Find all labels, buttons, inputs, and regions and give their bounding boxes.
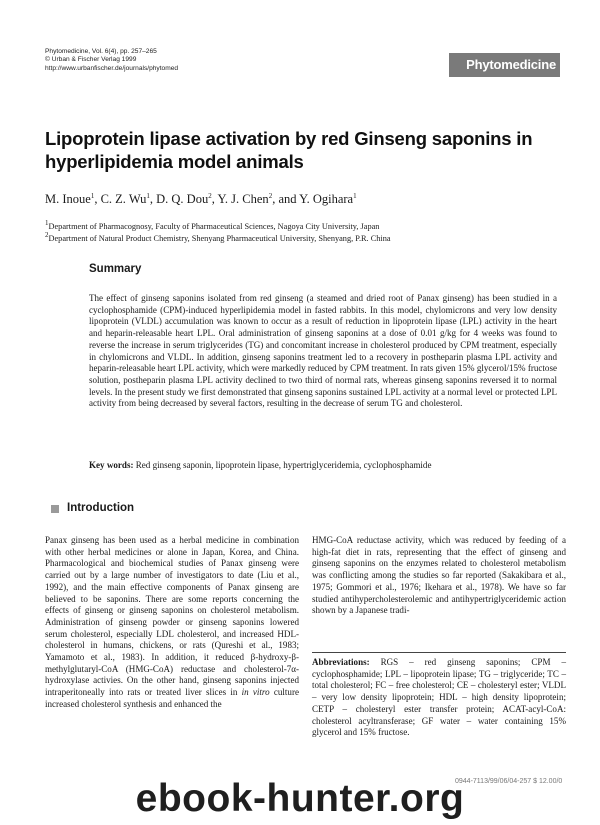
author-name: M. Inoue — [45, 192, 91, 206]
introduction-heading: Introduction — [67, 502, 135, 514]
introduction-paragraph-continued: culture increased cholesterol synthesis and enhanced the — [45, 687, 299, 709]
author-name: Y. J. Chen — [217, 192, 269, 206]
author-name: Y. Ogihara — [299, 192, 354, 206]
author-affiliation-mark: 2 — [268, 191, 273, 200]
journal-volume-line: Phytomedicine, Vol. 6(4), pp. 257–265 — [45, 48, 157, 55]
journal-logo: Phytomedicine — [449, 53, 560, 77]
abbreviations-text: RGS – red ginseng saponins; CPM – cyclophosphamide; LPL – lipoprotein lipase; TG – triglyceride; TC – total cholesterol; FC – free cholesterol; CE – cholesteryl ester; VLDL – very low density lipoprotein; HDL – high density lipoprotein; CETP – cholesteryl ester transfer protein; ACAT-acyl-CoA: cholesterol acyltransferase; GF water – water containing 15% glycerol and 15% fructose. — [312, 657, 566, 738]
author-name: D. Q. Dou — [156, 192, 209, 206]
author-separator: , — [149, 192, 157, 206]
section-marker-icon — [51, 505, 59, 513]
affiliation-text: Department of Natural Product Chemistry, Shenyang Pharmaceutical University, Shenyang, P.R. China — [48, 234, 391, 243]
article-title: Lipoprotein lipase activation by red Ginseng saponins in hyperlipidemia model animals — [45, 128, 533, 172]
journal-citation — [45, 48, 178, 73]
author-separator: , — [94, 192, 101, 206]
summary-heading: Summary — [89, 263, 142, 275]
author-separator: , — [211, 192, 218, 206]
affiliation-mark: 2 — [45, 231, 49, 240]
article-code: 0944-7113/99/06/04-257 $ 12.00/0 — [455, 778, 563, 785]
introduction-left-column — [45, 535, 299, 711]
author-affiliation-mark: 2 — [208, 191, 212, 200]
summary-text: The effect of ginseng saponins isolated from red ginseng (a steamed and dried root of Panax ginseng) has been studied in a cyclophosphamide (CPM)-induced hyperlipidemia model in fasted rabbits. In this model, chylomicrons and very low density lipoprotein (VLDL) accumulation was known to occur as a result of reduction in lipoprotein lipase (LPL) activity in the heart and heparin-releasable heart LPL. Oral administration of ginseng saponins at a dose of 0.01 g/kg for 4 weeks was found to reverse the increase in serum triglycerides (TG) and concomitant increase in cholesterol produced by CPM treatment, especially in chylomicrons and VLDL. In addition, ginseng saponins treatment led to a recovery in postheparin plasma LPL activity and heparin-releasable heart LPL activity, which were markedly reduced by CPM treatment. In rats given 15% glycerol/15% fructose solution, postheparin plasma LPL activity declined to two third of normal rats, whereas ginseng saponins reversed it to normal levels. In the present study we first demonstrated that ginseng saponins sustained LPL activity at a normal level or protected LPL activity from being decreased by several factors, resulting in the decrease of serum TG and cholesterol. — [89, 293, 557, 409]
keywords-label: Key words: — [89, 460, 134, 470]
author-name: C. Z. Wu — [100, 192, 147, 206]
author-affiliation-mark: 1 — [90, 191, 95, 200]
affiliation-mark: 1 — [45, 219, 49, 228]
author-affiliation-mark: 1 — [353, 191, 357, 200]
abbreviations-divider — [312, 652, 566, 653]
affiliation-2 — [45, 231, 391, 244]
author-affiliation-mark: 1 — [146, 191, 150, 200]
author-separator: , and — [272, 192, 300, 206]
keywords-text: Red ginseng saponin, lipoprotein lipase, hypertriglyceridemia, cyclophosphamide — [135, 460, 432, 470]
abbreviations-box — [312, 657, 566, 739]
affiliation-1 — [45, 219, 380, 232]
author-list — [45, 191, 357, 207]
journal-url-line[interactable]: http://www.urbanfischer.de/journals/phytomed — [45, 64, 179, 72]
watermark-text: ebook-hunter.org — [135, 777, 465, 820]
affiliation-text: Department of Pharmacognosy, Faculty of Pharmaceutical Sciences, Nagoya City University, Japan — [48, 222, 380, 231]
introduction-italic-term: in vitro — [241, 687, 270, 698]
introduction-right-column: HMG-CoA reductase activity, which was reduced by feeding of a high-fat diet in rats, representing that the effect of ginseng and ginseng saponins on the enzymes related to cholesterol metabolism was conflicting among the studies so far reported (Sakakibara et al., 1975; Gommori et al., 1976; Ikehara et al., 1978). We have so far studied antihypercholesterolemic and antihypertriglyceridemic action shown by a Japanese tradi- — [312, 535, 566, 616]
keywords — [89, 460, 557, 472]
introduction-paragraph: Panax ginseng has been used as a herbal medicine in combination with other herbal medicines or alone in Japan, Korea, and China. Pharmacological and biochemical studies of Panax ginseng were carried out by a large number of investigators to date (Liu et al., 1992), and the main effective components of Panax ginseng are believed to be saponins. There are some reports concerning the effects of ginseng or ginseng saponins on cholesterol metabolism. Administration of ginseng powder or ginseng saponins lowered serum cholesterol, especially LDL cholesterol, and increased HDL-cholesterol in humans, chickens, or rats (Qureshi et al., 1983; Yamamoto et al., 1983). In addition, it reduced β-hydroxy-β-methylglutaryl-CoA (HMG-CoA) reductase and cholesterol-7α-hydroxylase activies. On the other hand, ginseng saponins injected intraperitoneally into rats or treated liver slices in — [45, 535, 299, 698]
journal-copyright-line: © Urban & Fischer Verlag 1999 — [45, 56, 137, 64]
abbreviations-label: Abbreviations: — [312, 657, 370, 667]
